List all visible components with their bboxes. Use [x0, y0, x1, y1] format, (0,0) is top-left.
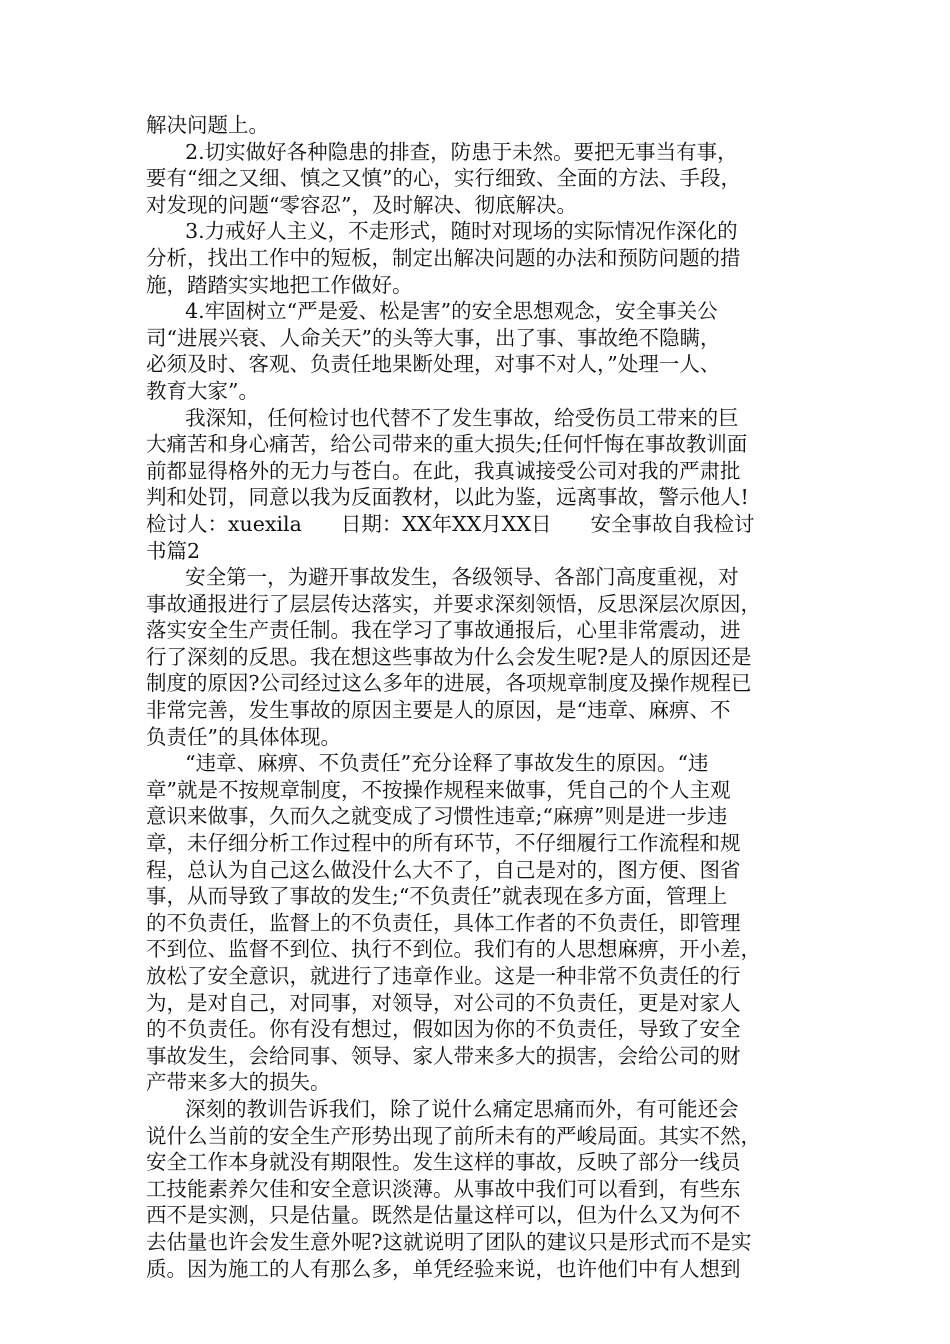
text-line: 解决问题上。 [146, 113, 269, 137]
text-line: 事故通报进行了层层传达落实，并要求深刻领悟，反思深层次原因， [146, 591, 761, 616]
text-line: 2.切实做好各种隐患的排查，防患于未然。要把无事当有事， [146, 139, 738, 164]
text-line: 工技能素养欠佳和安全意识淡薄。从事故中我们可以看到，有些东 [146, 1176, 741, 1201]
text-line: 深刻的教训告诉我们，除了说什么痛定思痛而外，有可能还会 [146, 1096, 739, 1121]
text-line: 前都显得格外的无力与苍白。在此，我真诚接受公司对我的严肃批 [146, 458, 741, 483]
text-line: 我深知，任何检讨也代替不了发生事故，给受伤员工带来的巨 [146, 405, 739, 430]
text-line: 西不是实测，只是估量。既然是估量这样可以，但为什么又为何不 [146, 1203, 741, 1228]
text-line: 负责任”的具体体现。 [146, 724, 341, 749]
text-line: 书篇2 [146, 538, 201, 563]
text-line: 3.力戒好人主义，不走形式，随时对现场的实际情况作深化的 [146, 219, 738, 244]
text-line: 事，从而导致了事故的发生;“不负责任”就表现在多方面，管理上 [146, 884, 728, 909]
text-line: 对发现的问题“零容忍”，及时解决、彻底解决。 [146, 192, 577, 217]
text-line: 去估量也许会发生意外呢?这就说明了团队的建议只是形式而不是实 [146, 1229, 752, 1254]
text-line: 章”就是不按规章制度，不按操作规程来做事，凭自己的个人主观 [146, 777, 731, 802]
text-line: 非常完善，发生事故的原因主要是人的原因，是“违章、麻痹、不 [146, 698, 731, 723]
text-line: 质。因为施工的人有那么多，单凭经验来说，也许他们中有人想到 [146, 1256, 741, 1281]
text-line: 说什么当前的安全生产形势出现了前所未有的严峻局面。其实不然， [146, 1123, 761, 1148]
document-body [146, 112, 826, 1282]
text-line: 不到位、监督不到位、执行不到位。我们有的人思想麻痹，开小差， [146, 937, 761, 962]
text-line: 大痛苦和身心痛苦，给公司带来的重大损失;任何忏悔在事故教训面 [146, 432, 748, 457]
text-line: 落实安全生产责任制。我在学习了事故通报后，心里非常震动，进 [146, 618, 741, 643]
text-line: 4.牢固树立“严是爱、松是害”的安全思想观念，安全事关公 [146, 299, 718, 324]
text-line: 必须及时、客观、负责任地果断处理，对事不对人，”处理一人、 [146, 352, 721, 377]
text-line: 检讨人：xuexila 日期：XX年XX月XX日 安全事故自我检讨 [146, 511, 755, 536]
text-line: 章，未仔细分析工作过程中的所有环节，不仔细履行工作流程和规 [146, 831, 741, 856]
text-line: “违章、麻痹、不负责任”充分诠释了事故发生的原因。“违 [146, 751, 709, 776]
text-line: 事故发生，会给同事、领导、家人带来多大的损害，会给公司的财 [146, 1043, 741, 1068]
text-line: 判和处罚，同意以我为反面教材，以此为鉴，远离事故，警示他人! [146, 485, 749, 510]
text-line: 安全第一，为避开事故发生，各级领导、各部门高度重视，对 [146, 565, 739, 590]
text-line: 意识来做事，久而久之就变成了习惯性违章;“麻痹”则是进一步违 [146, 804, 728, 829]
text-line: 制度的原因?公司经过这么多年的进展，各项规章制度及操作规程已 [146, 671, 752, 696]
text-line: 为，是对自己，对同事，对领导，对公司的不负责任，更是对家人 [146, 990, 741, 1015]
text-line: 施，踏踏实实地把工作做好。 [146, 272, 413, 297]
text-line: 教育大家”。 [146, 378, 259, 403]
text-line: 程，总认为自己这么做没什么大不了，自己是对的，图方便、图省 [146, 857, 741, 882]
text-line: 的不负责任。你有没有想过，假如因为你的不负责任，导致了安全 [146, 1017, 741, 1042]
text-line: 的不负责任，监督上的不负责任，具体工作者的不负责任，即管理 [146, 910, 741, 935]
text-line: 产带来多大的损失。 [146, 1070, 331, 1095]
text-line: 放松了安全意识，就进行了违章作业。这是一种非常不负责任的行 [146, 964, 741, 988]
text-line: 要有“细之又细、慎之又慎”的心，实行细致、全面的方法、手段， [146, 166, 741, 191]
text-line: 安全工作本身就没有期限性。发生这样的事故，反映了部分一线员 [146, 1150, 741, 1175]
text-line: 分析，找出工作中的短板，制定出解决问题的办法和预防问题的措 [146, 245, 741, 270]
text-line: 行了深刻的反思。我在想这些事故为什么会发生呢?是人的原因还是 [146, 644, 752, 669]
text-line: 司“进展兴衰、人命关天”的头等大事，出了事、事故绝不隐瞒， [146, 325, 721, 350]
